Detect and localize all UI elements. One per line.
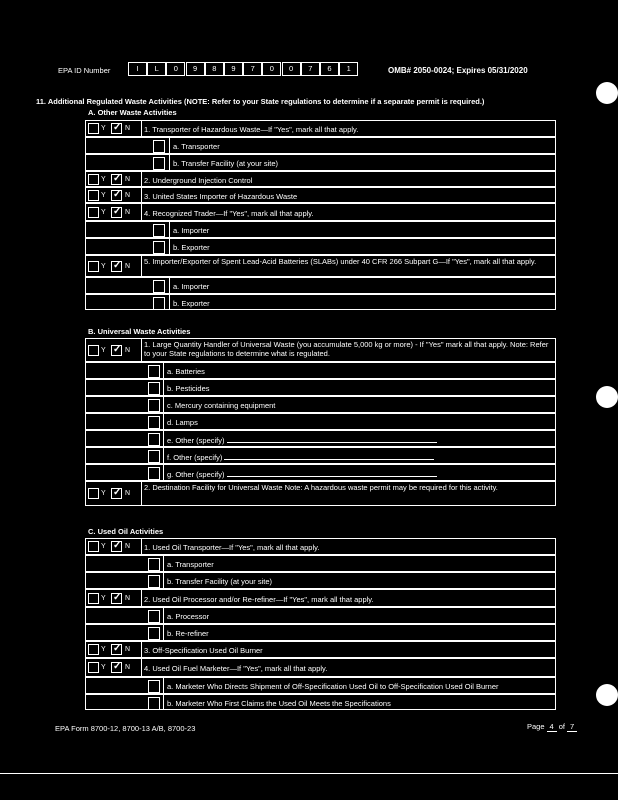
- option-checkbox[interactable]: [153, 241, 165, 254]
- option-text: a. Marketer Who Directs Shipment of Off-Specification Used Oil to Off-Specification Used Oil Burner: [167, 682, 499, 691]
- option-checkbox[interactable]: [148, 610, 160, 623]
- checkmark-icon: ✓: [113, 344, 122, 355]
- epa-id-label: EPA ID Number: [58, 66, 111, 75]
- a-q4b-row: [85, 238, 556, 255]
- no-label: N: [125, 543, 131, 550]
- b-qa-row: [85, 362, 556, 379]
- option-label: [173, 282, 209, 291]
- specify-field[interactable]: [227, 435, 437, 443]
- punch-hole: [596, 82, 618, 104]
- a-q5b-row: [85, 294, 556, 310]
- option-label: [167, 682, 499, 691]
- option-text: a. Processor: [167, 612, 210, 621]
- a-q2-row: [85, 171, 556, 187]
- c-q2-row: [85, 589, 556, 607]
- page-label: Page: [527, 722, 545, 731]
- epa-id-char: 0: [262, 62, 281, 76]
- row-divider: [169, 295, 170, 309]
- row-divider: [141, 642, 142, 657]
- row-divider: [163, 363, 164, 378]
- form-number: EPA Form 8700-12, 8700-13 A/B, 8700-23: [55, 724, 196, 733]
- a-q5a-row: [85, 277, 556, 294]
- yes-label: Y: [101, 646, 106, 653]
- c-q2b-row: [85, 624, 556, 641]
- row-divider: [141, 172, 142, 186]
- no-checkbox[interactable]: [111, 644, 122, 655]
- option-label: [173, 226, 209, 235]
- option-label: [167, 629, 209, 638]
- row-divider: [163, 625, 164, 640]
- section-a-title: A. Other Waste Activities: [88, 108, 177, 117]
- row-divider: [163, 414, 164, 429]
- a-q3-row: [85, 187, 556, 203]
- no-label: N: [125, 263, 131, 270]
- section-b-title: B. Universal Waste Activities: [88, 327, 191, 336]
- yes-label: Y: [101, 595, 106, 602]
- option-label: [167, 699, 391, 708]
- section-c-title: C. Used Oil Activities: [88, 527, 164, 536]
- of-label: of: [558, 722, 565, 731]
- option-label: [167, 435, 437, 445]
- no-label: N: [125, 490, 131, 497]
- section-11-title: 11. Additional Regulated Waste Activities (NOTE: Refer to your State regulations to determine if a separate permit is required.): [36, 97, 485, 106]
- option-checkbox[interactable]: [153, 224, 165, 237]
- epa-id-char: 1: [339, 62, 358, 76]
- option-checkbox[interactable]: [148, 382, 160, 395]
- c-q2a-row: [85, 607, 556, 624]
- page-total: 7: [567, 722, 577, 732]
- c-q1a-row: [85, 555, 556, 572]
- yes-checkbox[interactable]: [88, 593, 99, 604]
- no-checkbox[interactable]: [111, 593, 122, 604]
- option-checkbox[interactable]: [148, 433, 160, 446]
- checkmark-icon: ✓: [113, 540, 122, 551]
- b-qg-row: [85, 464, 556, 481]
- row-divider: [141, 339, 142, 361]
- yes-label: Y: [101, 192, 106, 199]
- yes-checkbox[interactable]: [88, 644, 99, 655]
- checkmark-icon: ✓: [113, 206, 122, 217]
- epa-id-char: 6: [320, 62, 339, 76]
- no-checkbox[interactable]: [111, 174, 122, 185]
- row-divider: [141, 659, 142, 676]
- row-divider: [169, 155, 170, 170]
- option-checkbox[interactable]: [153, 297, 165, 310]
- checkmark-icon: ✓: [113, 487, 122, 498]
- option-label: [167, 469, 437, 479]
- yes-checkbox[interactable]: [88, 123, 99, 134]
- yes-label: Y: [101, 125, 106, 132]
- c-q4a-row: [85, 677, 556, 694]
- b-qc-row: [85, 396, 556, 413]
- no-label: N: [125, 664, 131, 671]
- option-label: [167, 452, 434, 462]
- question-label: 1. Large Quantity Handler of Universal Waste (you accumulate 5,000 kg or more) - If "Yes" mark all that apply. Note: Refer to your State regulations to determine what is regulated.: [144, 340, 549, 358]
- yes-label: Y: [101, 490, 106, 497]
- question-label: 3. Off-Specification Used Oil Burner: [144, 646, 263, 655]
- checkmark-icon: ✓: [113, 122, 122, 133]
- punch-hole: [596, 386, 618, 408]
- c-q1b-row: [85, 572, 556, 589]
- yes-checkbox[interactable]: [88, 190, 99, 201]
- row-divider: [169, 239, 170, 254]
- checkmark-icon: ✓: [113, 173, 122, 184]
- epa-id-char: 0: [282, 62, 301, 76]
- option-text: b. Transfer Facility (at your site): [167, 577, 273, 586]
- option-text: a. Importer: [173, 226, 210, 235]
- option-checkbox[interactable]: [148, 558, 160, 571]
- epa-id-char: 0: [166, 62, 185, 76]
- option-text: b. Marketer Who First Claims the Used Oil Meets the Specifications: [167, 699, 391, 708]
- row-divider: [141, 121, 142, 136]
- yes-checkbox[interactable]: [88, 174, 99, 185]
- no-label: N: [125, 176, 131, 183]
- b-qe-row: [85, 430, 556, 447]
- option-text: g. Other (specify): [167, 470, 225, 479]
- a-q4a-row: [85, 221, 556, 238]
- yes-checkbox[interactable]: [88, 261, 99, 272]
- option-text: a. Transporter: [173, 142, 220, 151]
- no-checkbox[interactable]: [111, 207, 122, 218]
- question-label: 4. Used Oil Fuel Marketer—If "Yes", mark all that apply.: [144, 664, 328, 673]
- option-checkbox[interactable]: [153, 280, 165, 293]
- option-label: [173, 159, 278, 168]
- row-divider: [163, 556, 164, 571]
- row-divider: [141, 204, 142, 220]
- option-text: c. Mercury containing equipment: [167, 401, 276, 410]
- option-label: [167, 577, 272, 586]
- yes-label: Y: [101, 664, 106, 671]
- no-checkbox[interactable]: [111, 123, 122, 134]
- option-text: a. Batteries: [167, 367, 205, 376]
- yes-label: Y: [101, 176, 106, 183]
- checkmark-icon: ✓: [113, 189, 122, 200]
- row-divider: [163, 695, 164, 709]
- checkmark-icon: ✓: [113, 592, 122, 603]
- no-checkbox[interactable]: [111, 541, 122, 552]
- row-divider: [163, 448, 164, 463]
- option-label: [167, 560, 214, 569]
- epa-id-char: 8: [205, 62, 224, 76]
- c-q3-row: [85, 641, 556, 658]
- specify-field[interactable]: [227, 469, 437, 477]
- option-text: a. Transporter: [167, 560, 214, 569]
- a-q1a-row: [85, 137, 556, 154]
- yes-label: Y: [101, 543, 106, 550]
- option-label: [173, 243, 210, 252]
- option-text: a. Importer: [173, 282, 210, 291]
- row-divider: [141, 188, 142, 202]
- option-text: b. Exporter: [173, 243, 210, 252]
- c-q4b-row: [85, 694, 556, 710]
- option-checkbox[interactable]: [148, 416, 160, 429]
- option-checkbox[interactable]: [148, 450, 160, 463]
- row-divider: [163, 397, 164, 412]
- yes-label: Y: [101, 347, 106, 354]
- a-q1b-row: [85, 154, 556, 171]
- page-indicator: [527, 722, 577, 732]
- row-divider: [163, 380, 164, 395]
- c-q1-row: [85, 538, 556, 555]
- epa-id-char: 7: [301, 62, 320, 76]
- option-checkbox[interactable]: [148, 365, 160, 378]
- checkmark-icon: ✓: [113, 260, 122, 271]
- option-text: b. Pesticides: [167, 384, 210, 393]
- epa-id-char: 7: [243, 62, 262, 76]
- a-q4-row: [85, 203, 556, 221]
- option-checkbox[interactable]: [148, 680, 160, 693]
- option-label: [173, 299, 210, 308]
- row-divider: [141, 539, 142, 554]
- row-divider: [141, 482, 142, 505]
- a-q5-row: [85, 255, 556, 277]
- question-label: 4. Recognized Trader—If "Yes", mark all that apply.: [144, 209, 314, 218]
- option-label: [167, 367, 205, 376]
- option-text: b. Re-refiner: [167, 629, 209, 638]
- option-text: e. Other (specify): [167, 436, 225, 445]
- question-label: 1. Transporter of Hazardous Waste—If "Yes", mark all that apply.: [144, 125, 359, 134]
- question-label: 2. Destination Facility for Universal Waste Note: A hazardous waste permit may be required for this activity.: [144, 483, 498, 492]
- no-label: N: [125, 595, 131, 602]
- no-checkbox[interactable]: [111, 488, 122, 499]
- option-checkbox[interactable]: [153, 140, 165, 153]
- no-label: N: [125, 347, 131, 354]
- option-label: [167, 418, 198, 427]
- row-divider: [141, 590, 142, 606]
- question-label: 2. Used Oil Processor and/or Re-refiner—If "Yes", mark all that apply.: [144, 595, 374, 604]
- b-qd-row: [85, 413, 556, 430]
- option-checkbox[interactable]: [148, 467, 160, 480]
- question-label: 1. Used Oil Transporter—If "Yes", mark all that apply.: [144, 543, 320, 552]
- option-checkbox[interactable]: [148, 627, 160, 640]
- omb-number: OMB# 2050-0024; Expires 05/31/2020: [388, 66, 528, 75]
- yes-checkbox[interactable]: [88, 488, 99, 499]
- page-number: 4: [547, 722, 557, 732]
- question-label: 3. United States Importer of Hazardous Waste: [144, 192, 298, 201]
- option-label: [167, 401, 275, 410]
- row-divider: [141, 256, 142, 276]
- no-label: N: [125, 125, 131, 132]
- no-checkbox[interactable]: [111, 261, 122, 272]
- specify-field[interactable]: [224, 452, 434, 460]
- bottom-rule: [0, 773, 618, 774]
- row-divider: [163, 573, 164, 588]
- row-divider: [169, 138, 170, 153]
- row-divider: [163, 608, 164, 623]
- b-qf-row: [85, 447, 556, 464]
- option-checkbox[interactable]: [148, 575, 160, 588]
- row-divider: [163, 431, 164, 446]
- option-text: d. Lamps: [167, 418, 198, 427]
- option-checkbox[interactable]: [148, 697, 160, 710]
- question-label: 5. Importer/Exporter of Spent Lead-Acid Batteries (SLABs) under 40 CFR 266 Subpart G—If "Yes", mark all that apply.: [144, 257, 537, 266]
- yes-label: Y: [101, 263, 106, 270]
- epa-id-char: L: [147, 62, 166, 76]
- epa-id-char: 9: [186, 62, 205, 76]
- no-label: N: [125, 192, 131, 199]
- b-q1-row: [85, 338, 556, 362]
- yes-checkbox[interactable]: [88, 541, 99, 552]
- option-label: [167, 612, 209, 621]
- no-label: N: [125, 646, 131, 653]
- b-q2-row: [85, 481, 556, 506]
- c-q4-row: [85, 658, 556, 677]
- row-divider: [169, 278, 170, 293]
- yes-checkbox[interactable]: [88, 345, 99, 356]
- row-divider: [169, 222, 170, 237]
- option-text: b. Exporter: [173, 299, 210, 308]
- yes-label: Y: [101, 209, 106, 216]
- yes-checkbox[interactable]: [88, 207, 99, 218]
- epa-id-char: 9: [224, 62, 243, 76]
- option-checkbox[interactable]: [148, 399, 160, 412]
- row-divider: [163, 465, 164, 480]
- question-label: 2. Underground Injection Control: [144, 176, 253, 185]
- option-text: f. Other (specify): [167, 453, 223, 462]
- option-text: b. Transfer Facility (at your site): [173, 159, 279, 168]
- checkmark-icon: ✓: [113, 643, 122, 654]
- option-label: [167, 384, 210, 393]
- option-label: [173, 142, 220, 151]
- punch-hole: [596, 684, 618, 706]
- a-q1-row: [85, 120, 556, 137]
- no-checkbox[interactable]: [111, 662, 122, 673]
- no-checkbox[interactable]: [111, 345, 122, 356]
- checkmark-icon: ✓: [113, 661, 122, 672]
- yes-checkbox[interactable]: [88, 662, 99, 673]
- no-checkbox[interactable]: [111, 190, 122, 201]
- epa-id-char: I: [128, 62, 147, 76]
- no-label: N: [125, 209, 131, 216]
- b-qb-row: [85, 379, 556, 396]
- option-checkbox[interactable]: [153, 157, 165, 170]
- row-divider: [163, 678, 164, 693]
